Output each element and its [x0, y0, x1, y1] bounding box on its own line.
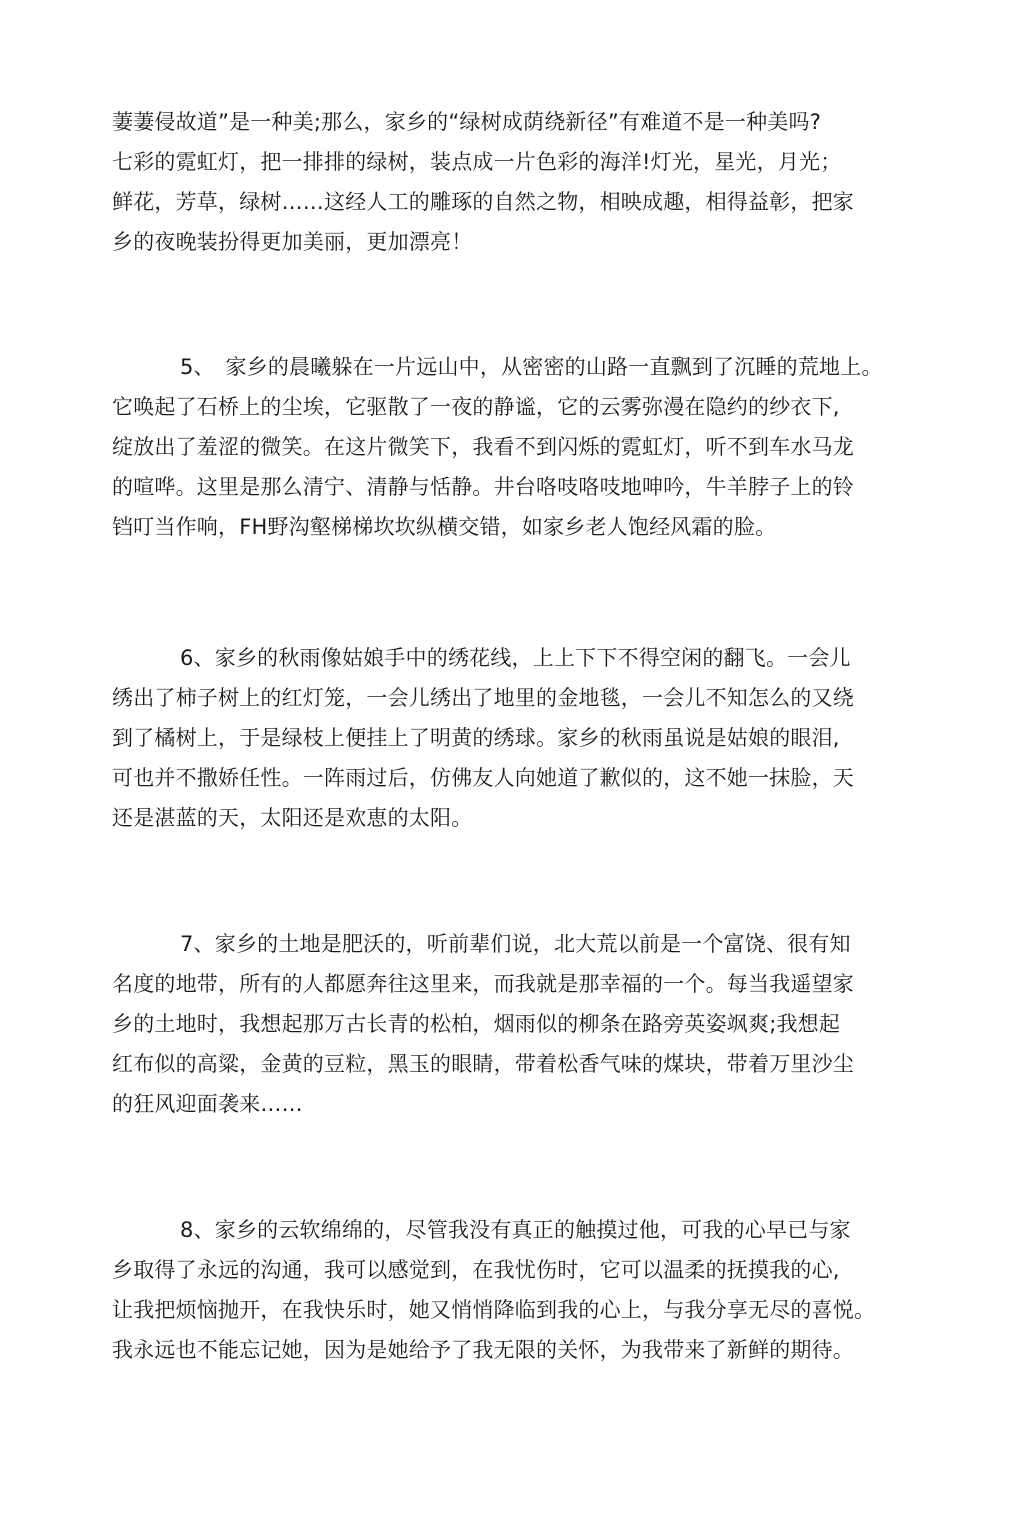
- text-line: 5、 家乡的晨曦躲在一片远山中，从密密的山路一直飘到了沉睡的荒地上。: [180, 355, 883, 379]
- text-line: 可也并不撒娇任性。一阵雨过后，仿佛友人向她道了歉似的，这不她一抹脸，天: [112, 766, 854, 790]
- text-line: 我永远也不能忘记她，因为是她给予了我无限的关怀，为我带来了新鲜的期待。: [112, 1338, 854, 1362]
- text-line: 还是湛蓝的天，太阳还是欢恵的太阳。: [112, 806, 473, 830]
- text-line: 萋萋侵故道”是一种美;那么，家乡的“绿树成荫绕新径”有难道不是一种美吗?: [112, 110, 822, 134]
- text-line: 让我把烦恼抛开，在我快乐时，她又悄悄降临到我的心上，与我分享无尽的喜悦。: [112, 1298, 876, 1322]
- text-line: 乡的土地时，我想起那万古长青的松柏，烟雨似的柳条在路旁英姿飒爽;我想起: [112, 1012, 841, 1036]
- text-line: 7、家乡的土地是肥沃的，听前辈们说，北大荒以前是一个富饶、很有知: [180, 932, 851, 956]
- paragraph-7: [112, 924, 912, 1124]
- text-line: 的喧哗。这里是那么清宁、清静与恬静。井台咯吱咯吱地呻吟，牛羊脖子上的铃: [112, 475, 854, 499]
- text-line: 铛叮当作响，FH野沟壑梯梯坎坎纵横交错，如家乡老人饱经风霜的脸。: [112, 515, 777, 539]
- text-line: 绽放出了羞涩的微笑。在这片微笑下，我看不到闪烁的霓虹灯，听不到车水马龙: [112, 435, 854, 459]
- text-line: 它唤起了石桥上的尘埃，它驱散了一夜的静谧，它的云雾弥漫在隐约的纱衣下,: [112, 395, 840, 419]
- text-line: 七彩的霓虹灯，把一排排的绿树，装点成一片色彩的海洋!灯光，星光，月光；: [112, 150, 842, 174]
- text-line: 红布似的高粱，金黄的豆粒，黑玉的眼睛，带着松香气味的煤块，带着万里沙尘: [112, 1052, 854, 1076]
- paragraph-8: [112, 1210, 912, 1370]
- paragraph-intro: [112, 102, 912, 262]
- text-line: 乡取得了永远的沟通，我可以感觉到，在我忧伤时，它可以温柔的抚摸我的心,: [112, 1258, 840, 1282]
- text-line: 名度的地带，所有的人都愿奔往这里来，而我就是那幸福的一个。每当我遥望家: [112, 972, 854, 996]
- text-line: 鲜花，芳草，绿树……这经人工的雕琢的自然之物，相映成趣，相得益彰，把家: [112, 190, 854, 214]
- text-line: 乡的夜晚装扮得更加美丽，更加漂亮！: [112, 230, 473, 254]
- text-line: 的狂风迎面袭来……: [112, 1092, 303, 1116]
- text-line: 6、家乡的秋雨像姑娘手中的绣花线，上上下下不得空闲的翻飞。一会儿: [180, 646, 851, 670]
- paragraph-5: [112, 347, 912, 547]
- text-line: 到了橘树上，于是绿枝上便挂上了明黄的绣球。家乡的秋雨虽说是姑娘的眼泪,: [112, 726, 840, 750]
- paragraph-6: [112, 638, 912, 838]
- text-line: 绣出了柿子树上的红灯笼，一会儿绣出了地里的金地毯，一会儿不知怎么的又绕: [112, 686, 854, 710]
- text-line: 8、家乡的云软绵绵的，尽管我没有真正的触摸过他，可我的心早已与家: [180, 1218, 851, 1242]
